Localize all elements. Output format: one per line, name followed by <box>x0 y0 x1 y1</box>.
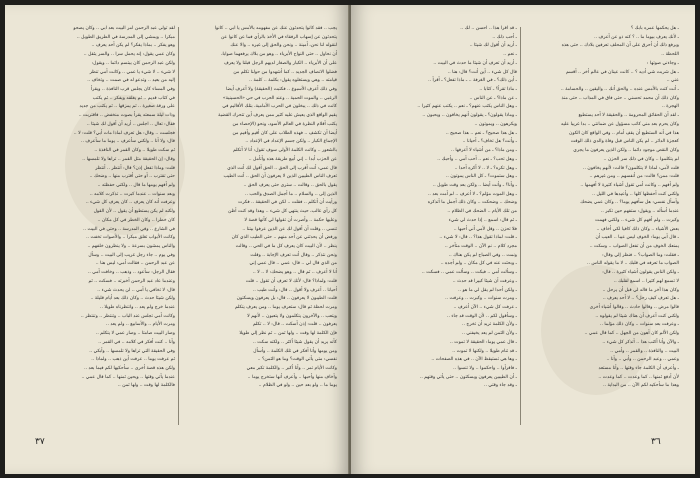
text-line: ـ أين ذلك؟ ـ في الغرفة .. ـ ماذا تفعل؟ ـ أقرأ .. <box>428 78 517 84</box>
text-line: ـ والآن وأنا أكتب هذا .. أتذكر كل شيء .. <box>602 339 679 345</box>
text-line: لم يتكلموا .. وكان في ذلك سر الحزن .. <box>603 156 679 162</box>
text-line: بالشعور .. وكانت الكلمة الأولى سوف تقول: أنا لا أتكلم <box>233 148 337 154</box>
text-line: ـ هل تعرف كيف رحل؟ .. لا أحد يعرف .. <box>602 296 679 302</box>
text-line: لا شيء .. لا شيء يا عمي .. وكانت أمي تنظر <box>89 69 175 75</box>
text-line: ـ أحب ذلك .. <box>492 34 517 40</box>
text-line: وعندما عاد عبد الرحمن أخبرته .. فسكت .. ثم <box>88 278 175 284</box>
text-line: وكان عمي يقول: إنه يحمل سرا .. والسر يثقل .. <box>83 52 175 58</box>
text-line: في الشارع .. وفي المدرسة .. وحتى في البيت .. <box>83 226 175 232</box>
text-line: ـ وهل ستموت؟ ـ كل الناس يموتون .. <box>445 174 517 180</box>
text-line: ـ وهل الناس يكتب عنهم؟ ـ نعم .. يكتب عنهم كثيرا .. <box>417 104 517 110</box>
text-line: يتحدثون عن إسهاب الرفقاء في الأخذ بالرأي فما عن كانوا عن <box>220 34 337 40</box>
text-line: الذين إلى .. والسلام .. ما أجمل الصدق والحب .. <box>245 191 337 197</box>
page-number: ٣٦ <box>651 437 661 447</box>
text-line: ـ وهل تحب؟ ـ نعم .. أحب أمي .. وأحبك .. <box>437 156 517 162</box>
text-line: قال: ولا أنا .. ولكني سأعرف .. يوما ما سأعرف .. <box>81 139 175 145</box>
text-line: مجرد كلام .. نم الآن .. الوقت متأخر .. <box>444 243 517 249</box>
text-line: فالكلمة لها وقت .. ولها ثمن .. <box>117 383 175 389</box>
text-line: ونمت .. وفي الصباح لم يكن هناك .. <box>448 252 517 258</box>
text-line: الرغبي .. والموت الحمية .. وعند الحرب في حي «الحسينية» <box>222 95 337 101</box>
text-line: الإجماع الكبار .. ولكن جسم الإعداد في الإعداد .. <box>245 139 337 145</box>
text-line: ينظر .. لأن البيت كان يعرف كل ما في الحي .. وقالت <box>235 243 337 249</box>
text-line: ـ ومن ماذا؟ ـ من أشياء لا أعرفها .. <box>450 148 517 154</box>
text-line: ـ قال عمي يوما: الحقيقة لا تموت .. <box>449 339 517 345</box>
text-line: على أن الأبرياء .. الكبار والصغار لديهم الرجل قبلنا ولا يعرف <box>223 60 337 66</box>
text-line: ـ وأعرف أن الكلمة جاء وقتها .. وأنا مستعد <box>598 366 679 372</box>
text-line: عندما يأتي وقتها .. ويحين ثمنها .. كما قال عمي .. <box>81 374 175 380</box>
text-line: وكان ذلك أن محمد تحسني .. حتى فاق في المذاب .. حتى منذ <box>561 95 679 101</box>
text-line: ـ وها هي تستيقظ الآن .. في هذه الصفحات .. <box>431 357 517 363</box>
text-line: حتى تقترب .. أو حتى أقترب منها .. وضحك .. <box>89 174 175 180</box>
text-line: إليه من بعيد .. وتدعو له في صمت .. وتخاف .. <box>87 78 175 84</box>
column-divider <box>520 27 521 425</box>
text-line: ولكن شيئا حدث .. وكان ذلك بعد أيام قليلة .. <box>90 296 175 302</box>
text-line: وقال: إن الحقيقة مثل القمر .. تراها ولا تلمسها .. <box>82 156 175 162</box>
text-line: ـ لأنك يعرف بيوما ما .. ؟ كنه ذو عن أعرف .. <box>594 34 679 40</box>
text-line: ـ وسأقول لكم .. لأن الوقت قد جاء .. <box>447 313 517 319</box>
text-line: ويرفع ذلك أن أحرق على أن المحلف تعرفين بلادك .. حتى هذه <box>561 43 679 49</box>
text-line: والناس يمشون بسرعة .. ولا ينظرون خلفهم .. <box>87 243 175 249</box>
text-line: قلت: وماذا تفعل إذن؟ قال: أنتظر .. أنتظر <box>95 165 175 171</box>
text-line: قلت: الطيبون لا يعرفون .. قال: بل يعرفون ويسكتون <box>236 296 337 302</box>
text-line: في كتاب قديم .. ثم يغلقه ويفكر .. ثم يكتب <box>92 95 175 101</box>
text-line: ثم سكت طويلا .. وكان القمر في النافذة .. <box>94 148 175 154</box>
text-line: وأسأل نفسي: هل سأفهم يوما؟ .. وكان عمي يضحك <box>580 200 679 206</box>
text-line: ـ ثم قال: اسمع .. إذا حدث لي شيء <box>448 217 517 223</box>
text-line: ولكن عبد الرحمن كان يبتسم دائما .. ويقول: <box>91 60 175 66</box>
text-line: ـ عن ماذا؟ ـ عن الناس .. <box>469 95 517 101</box>
text-line: ـ قال أبي يوما: الخوف ليس عيبا .. العيب أن <box>595 235 679 241</box>
text-line: فقال الرجل: سأعود .. وذهب .. وخافت أمي .. <box>87 270 175 276</box>
text-line: يقول بالحق .. وقالت .. سترى حتى يعرف الحق .. <box>243 182 337 188</box>
left-page-left-column <box>23 25 175 427</box>
text-line: ـ ماذا تقرأ؟ ـ كتابا .. <box>479 87 517 93</box>
text-line: ثم عرفت يوما .. عرفت أين ذهب .. ولماذا .. <box>91 357 175 363</box>
text-line: وكانت الأيام تمر .. وأنا أكبر .. والكلمة تكبر معي <box>246 366 337 372</box>
text-line: وضحك .. وضحكت .. وكان ذلك أجمل ما أتذكره <box>427 200 517 206</box>
text-line: ـ وأنت؟ هل تخاف؟ ـ أحيانا .. <box>462 139 517 145</box>
text-line: نفسي: متى يأتي الوقت؟ وما هو الثمن؟ .. <box>257 357 337 363</box>
text-line: ورفض أن يحدثني عن أحد منهم .. حتى الطيب الذي كان <box>231 235 337 241</box>
text-line: فإن الكلمة لها وقت .. ولها ثمن .. ثم نظر إلي طويلا <box>239 331 337 337</box>
text-line: لقد تولى عبد الرحمن أمر البيت بعد أبي .. وكان يصحو <box>73 26 175 31</box>
text-line: وأخاف منها وأحبها .. وأعرف أنها ستخرج يوما .. <box>247 374 337 380</box>
text-line: ـ ولأن الثمن لم يعد يخيفني .. <box>462 331 517 337</box>
text-line: ورأيت أن أتكلم .. فقلت .. لكن في الحقيقة .. فكرت <box>238 200 337 206</box>
text-line: قال كل شيء .. أين أنت؟ قال: هنا .. <box>447 69 517 75</box>
text-line: عني .. <box>666 78 679 84</box>
text-line: ومن يومها وأنا أفكر في تلك الكلمة .. وأسأل <box>253 348 337 354</box>
text-line: وأنا .. كنت أفكر في كلامه .. في القمر .. <box>98 339 175 345</box>
text-line: ـ نعم .. <box>503 52 517 58</box>
text-line: وبعد سنوات .. عندما كبرت .. تذكرت كلامه .. <box>89 191 175 197</box>
text-line: يوما ما .. ولو بعد حين .. ولو في الظلام .. <box>258 383 337 389</box>
text-line: ـ هل هذا صحيح؟ ـ نعم .. هذا صحيح .. <box>445 130 517 136</box>
text-line: أحيانا .. أعرف ولا أقول .. قال: وأنت طيب .. <box>252 287 337 293</box>
text-line: عن الحزب أبدا .. إني أبيع طريقة هذه وأتأمل .. <box>248 156 337 162</box>
text-line: ـ وجاءني صوتها : <box>646 60 679 66</box>
text-line: قالوا مرض .. وقالوا حادث .. وقالوا أشياء أخرى <box>589 305 679 310</box>
text-line: من الذي قال لي .. قال: عمي .. قال عمي إني <box>249 261 337 267</box>
column-divider <box>178 27 179 425</box>
text-line: ـ ولكن الناس يقولون أشياء كثيرة .. قال: <box>602 270 679 276</box>
text-line: وفي ذلك أعرف الأسبوع .. فكتبت (الحقيقة) ولا أعرف أيضا <box>225 87 337 93</box>
text-line: لنقوله لنا نحن، أمينة .. ونحن والحق إلى غيره .. والا عنك <box>230 43 337 49</box>
text-line: تعرف الناس الطيبين الذين لا يعرفون أن الحق .. أنت الطيب <box>223 174 337 180</box>
text-line: فقال: تعال .. اجلس .. أريد أن أقول لك شيئا .. <box>86 121 175 127</box>
text-line: وكبرت .. ولم أفهم كل شيء .. ولكني فهمت <box>595 217 679 223</box>
right-page <box>351 5 695 474</box>
text-line: ـ فقلت: وما الصواب؟ .. فنظر إلي وقال: <box>602 252 679 258</box>
text-line: ـ قد تنام طويلا .. ولكنها لا تموت .. <box>452 348 517 354</box>
text-line: ومرت لحظة ثم قال: ستعرف يوما .. ومن يعرف يتكلم <box>234 305 337 310</box>
text-line: عن عبد الرحمن .. فقالت أمي: ليس هنا .. <box>95 261 175 267</box>
text-line: قال عمي: أنت أقرب إلى الحق .. الحق أقول لك أنت الذي <box>227 165 337 171</box>
text-line: كأنه يريد أن يقول شيئا أكثر .. ولكنه سكت .. <box>252 339 337 345</box>
text-line: كان خطرا .. وكان الخطر في كل مكان .. <box>97 217 175 223</box>
text-line: الهجرة .. <box>661 104 679 110</box>
text-line: وعرفت أنه كان يعرف .. كان يعرف كل شيء .. <box>85 200 175 206</box>
text-line: ـ عرفت كل شيء .. الآن أعرف .. <box>453 305 517 310</box>
text-line: ـ لقد أن الحقائق المحرومة .. والحقيقة لا أحد يستطيع <box>578 113 679 119</box>
text-line: من تلك الأيام .. الضحك في الظلام .. <box>447 209 517 215</box>
text-line: أن نحاول .. حتى النواح الأبرياء .. وهو من بلاك يرفعهما صوابا، <box>221 52 337 58</box>
text-line: ولكني كنت أحفظها كلها .. وأعيدها في الليل .. <box>592 191 679 197</box>
text-line: اللحظة .. <box>661 52 679 58</box>
text-line: الصواب ما تعرفه في قلبك .. لا ما يقوله الناس .. <box>586 261 679 267</box>
text-line: ـ ومرت سنوات .. وكبرت .. وعرفت .. <box>445 296 517 302</box>
text-line: وكانت الأبواب تغلق مبكرا .. والأصوات تخفت .. <box>86 235 175 241</box>
text-line: ولكن هذه قصة أخرى .. سأحكيها لكم فيما بعد .. <box>84 366 175 372</box>
text-line: ومرت الأيام .. والأسابيع .. ولم يعد .. <box>106 322 175 328</box>
text-line: ـ وقد جاء وقتي .. <box>484 383 517 389</box>
text-line: قلت: ولماذا؟ قال: لأنك لا تعرف أن تقول .. قلت <box>245 278 337 284</box>
text-line: ـ ولكن أحدا لم يقل لي ما هو .. <box>458 287 517 293</box>
text-line: ـ أنت كنت بالأمس عنده .. والحق أنك .. واليقين .. والحسامة .. <box>560 87 679 93</box>
text-line: ـ وعرفت أن شيئا كبيرا قد حدث .. <box>452 278 517 284</box>
text-line: وفي الحقيقة التي تراها ولا تلمسها .. وأبكي .. <box>89 348 175 354</box>
text-line: قيامته .. وهي ويستغلوه يقول: بكلمة .. كلمة .. <box>249 78 337 84</box>
text-line: ـ قد أقرأ هذا .. أحسن .. لك .. <box>460 26 517 31</box>
text-line: وصار البيت صامتا .. وصار عمي لا يتكلم .. <box>95 331 175 337</box>
left-page <box>5 5 349 474</box>
text-line: تنسى .. وقلت أن أقول لك عن الذين عرفوا بيتنا .. <box>242 226 337 232</box>
text-line: هذا في أنه الستطيع أن يقف أمام .. وفي الواقع كان الكون <box>568 130 679 136</box>
text-line: ـ وأنا؟ ـ وأنت أيضا .. ولكن بعد وقت طويل .. <box>432 182 517 188</box>
text-line: ـ ولأن الكلمة تريد أن تخرج .. <box>462 322 517 328</box>
text-line: ـ هل شربت شي أديه ؟ .. كانت عينان في عالم أخر .. أقسم <box>566 69 679 75</box>
text-line: ونحن نتذكر .. وقال أنت تعرف الإجابة .. وقلت <box>250 252 337 258</box>
text-line: يمنعك الخوف من أن تفعل الصواب .. وسكت .. <box>589 243 679 249</box>
text-line: على ورقة صغيرة .. ثم يمزقها .. ثم يكتب من جديد <box>79 104 175 110</box>
text-line: كل رأي غالب، حيث ينتهي كل شيء .. وهذا وقد كنت أظن <box>228 209 337 215</box>
text-line: ولم أفهم يومها ما قال .. ولكني حفظته .. <box>97 182 175 188</box>
text-line: وفي المساء كان يجلس قرب النافذة .. ويقرأ <box>90 87 175 93</box>
text-line: أيضا أن تكشف .. فهذه الطلاب على كان أقيم وأقيم من <box>232 130 337 136</box>
text-line: يقيم الواقع الذي يعيش عليه كثير ممن يعرف أين تتحرك القضية <box>218 113 337 119</box>
text-line: ـ فاقرأوا .. واحكموا .. ولا تنسوا .. <box>453 366 517 372</box>
text-line: ـ قلت: لماذا تقول هذا؟ .. قال: لا شيء .. <box>439 235 517 241</box>
text-line: ـ وهل تكره؟ ـ لا .. لا أكره أحدا .. <box>454 165 517 171</box>
text-line: فضلوا الانصاف الجديد .. كما أشهدوا من حولنا تكلم من <box>233 69 337 75</box>
text-line: قلت لأمي: لماذا لا يتكلمون؟ قالت: لأنهم يخافون .. <box>583 165 679 171</box>
text-line: عندما أسأله .. ويقول: ستفهم حين تكبر .. <box>600 209 679 215</box>
text-line: وكان النقص موجود دائما .. ولكن الذين يعرفون ما يجري <box>573 148 679 154</box>
text-line: كعجزة الدائر .. لم يكن الناس قبل وفاة والدي ذلك الوقت <box>570 139 679 145</box>
text-line: وهذا ما سأحكيه لكم الآن .. من البداية .. <box>603 383 679 389</box>
text-line: ولكن الألم كان أهون من الجهل .. كما قال عمي .. <box>584 331 679 337</box>
text-line: ولم أفهم .. وكانت أمي تقول أشياء كثيرة لا أفهمها .. <box>580 182 679 188</box>
text-line: بعض الأشياء .. وكان ذلك كافيا لكي أخاف .. <box>596 226 679 232</box>
right-page-right-column <box>527 25 679 427</box>
text-line: وعمي .. وعبد الرحمن .. وأبي .. وأنا .. <box>606 357 679 363</box>
text-line: ـ وسألت أمي .. فبكت .. وسألت عمي .. فسكت .. <box>421 270 517 276</box>
text-line: أنا لا أعرف .. ثم قال .. وهو يضحك: لا .. لا .. <box>252 270 337 276</box>
text-line: البيت .. والنافذة .. والقمر .. وأمي .. <box>610 348 679 354</box>
text-line: وذات ليلة سمعته يقرأ بصوت منخفض .. فاقتربت .. <box>78 113 175 119</box>
text-line: ويتعب .. والآخرون يتكلمون ولا يتعبون .. لأنهم لا <box>247 313 337 319</box>
text-line: ويكرهون .. ويموتون .. <box>474 121 517 127</box>
text-line: كانت في ذلك .. يبخلون في الحرب الأمامية، بتلك الأقاليم في <box>222 104 337 110</box>
text-line: وكان هذا آخر ما قاله لي قبل أن يرحل .. <box>602 287 679 293</box>
text-line: مبكرا .. ويمشي إلى المدرسة في الطريق الطويل .. <box>76 34 175 40</box>
text-line: لا تسمع لهم كثيرا .. اسمع لقلبك .. <box>613 278 679 284</box>
text-line: ـ وعرفت بعد سنوات .. وكان ذلك مؤلما .. <box>600 322 679 328</box>
text-line: عندما خرج ولم يعد .. وانتظرناه طويلا .. <box>100 305 175 310</box>
text-line: ـ أريد أن تعرف أن شيئا ما حدث في البيت .. <box>433 60 517 66</box>
text-line: ـ وماذا يقولون؟ ـ يقولون أنهم يخافون .. ويحبون .. <box>422 113 517 119</box>
text-line: وفي يوم .. جاء رجل غريب إلى البيت .. وسأل <box>88 252 175 258</box>
text-line: قلت: ممن؟ قالت: من أنفسهم .. ومن غيرهم .. <box>589 174 679 180</box>
right-page-left-column <box>365 25 517 427</box>
text-line: يكتب أقلام النظرة في العالم الأسود، ونحو (الإحصاء من <box>232 121 337 127</box>
text-line: ولكني كنت أعرف أن هناك شيئا لم يقولوه .. <box>595 313 679 319</box>
text-line: فجلست .. وقال: هل تعرف لماذا مات أبي؟ قلت: لا .. <box>73 130 175 136</box>
text-line: ـ أريد أن أقول لك شيئا .. <box>469 43 517 49</box>
text-line: ـ أن الطيبين يعرفون ويسكتون .. حتى يأتي وقتهم .. <box>419 374 517 380</box>
text-line: ولكنه لم يكن يستطيع أن يقول .. لأن القول <box>93 209 175 215</box>
text-line: يجب .. فقد كانوا يتحدثون عنك عن مفهومه بالأمس يا أبي .. كانوا <box>214 26 337 31</box>
page-number: ٣٧ <box>35 437 45 447</box>
text-line: قال: لا تخافي يا أمي .. لن يحدث شيء .. <box>97 287 175 293</box>
left-page-right-column <box>185 25 337 427</box>
book-spread <box>5 5 695 474</box>
text-line: لأن أدفع ثمنها .. كما وعدت .. كما وعدت .. <box>598 374 679 380</box>
text-line: وعليها حكمة .. وأصرت أن تقولها لي كأنها قصة لا <box>244 217 337 223</box>
text-line: ـ هل يحكمها عمره بابك ؟ <box>630 26 679 31</box>
text-line: ـ وبحثت عنه في كل مكان .. ولم أجده .. <box>440 261 517 267</box>
text-line: فلا تحزن .. وقل لأمي أني أحبها .. <box>453 226 517 232</box>
text-line: ـ وهل الموت مؤلم؟ ـ لا أعرف .. لم أمت بعد .. <box>427 191 517 197</box>
text-line: وكان يحرم بعد مني كاتب مسؤول عن ضمانتي .. بدا غريبا عليه <box>561 121 679 127</box>
text-line: وكانت أمي تجلس عند الباب .. وتنتظر .. وتنتظر .. <box>80 313 175 319</box>
text-line: وهو يفكر .. بماذا يفكر؟ لم يكن أحد يعرف .. <box>91 43 175 49</box>
text-line: يعرفون .. قلت: إذن أسكت .. قال: لا .. تكلم <box>252 322 337 328</box>
